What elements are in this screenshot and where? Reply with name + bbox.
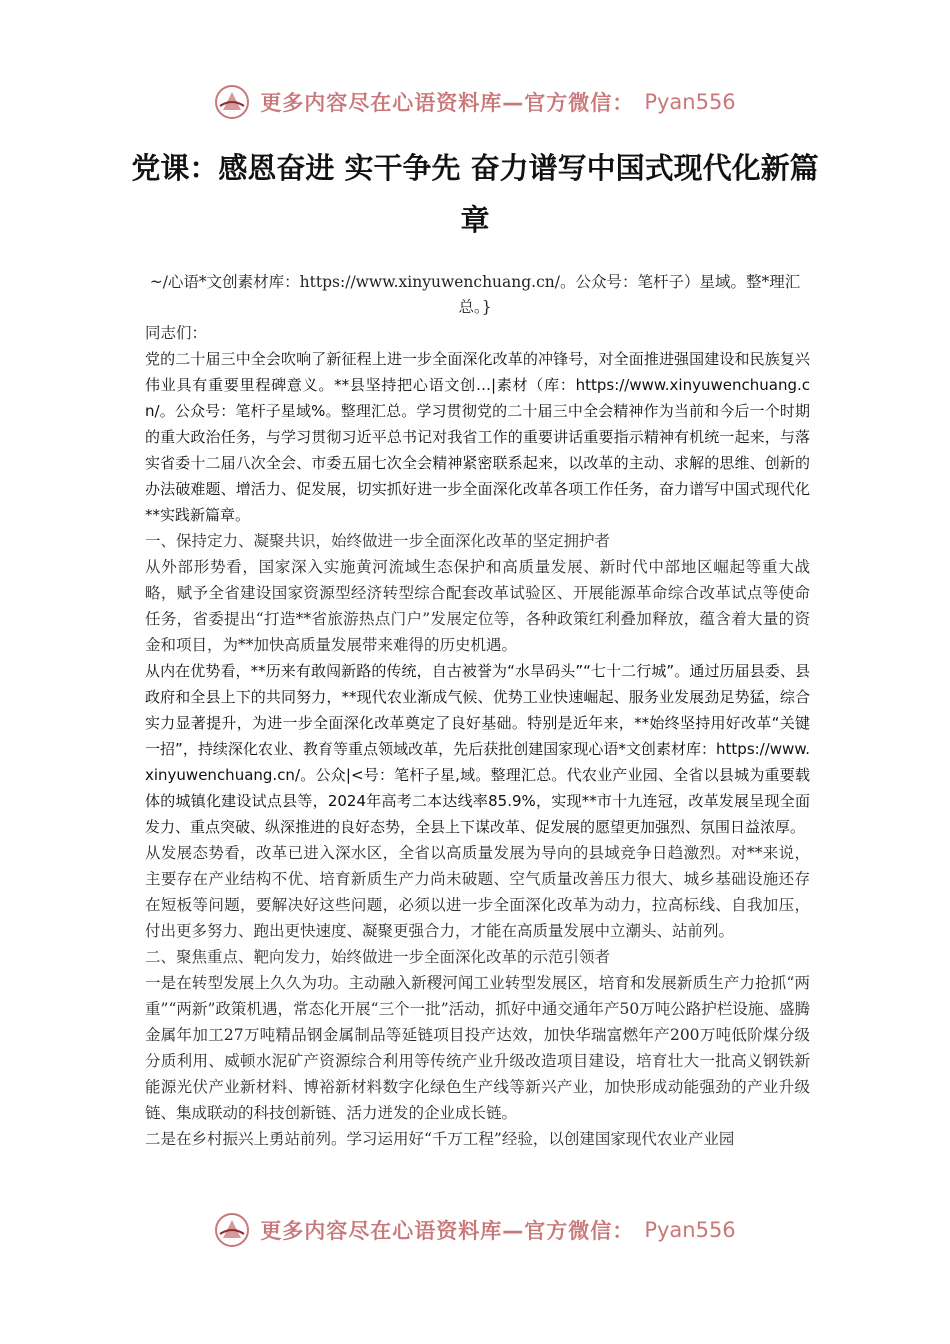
banner-wechat-handle: Pyan556 [644,1218,736,1242]
paragraph-external-situation: 从外部形势看，国家深入实施黄河流域生态保护和高质量发展、新时代中部地区崛起等重大战略，赋予全省建设国家资源型经济转型综合配套改革试验区、开展能源革命综合改革试点等使命任务，省委提出“打造**省旅游热点门户”发展定位等，各种政策红利叠加释放，蕴含着大量的资金和项目，为**加快高质量发展带来难得的历史机遇。 [145,558,810,654]
footer-banner [0,1206,950,1254]
salutation: 同志们： [145,324,208,342]
document-title: 党课：感恩奋进 实干争先 奋力谱写中国式现代化新篇章 [131,151,819,237]
document-body [145,320,810,1152]
banner-text: 更多内容尽在心语资料库—官方微信： [260,91,635,115]
brand-logo-icon [214,1212,250,1248]
section-heading-1: 一、保持定力、凝聚共识，始终做进一步全面深化改革的坚定拥护者 [145,532,611,550]
paragraph-intro: 党的二十届三中全会吹响了新征程上进一步全面深化改革的冲锋号，对全面推进强国建设和民族复兴伟业具有重要里程碑意义。**县坚持把心语文创…|素材（库：https://www.xinyuwenchuang.cn/。公众号：笔杆子星域%。整理汇总。学习贯彻党的二十届三中全会精神作为当前和今后一个时期的重大政治任务，与学习贯彻习近平总书记对我省工作的重要讲话重要指示精神有机统一起来，与落实省委十二届八次全会、市委五届七次全会精神紧密联系起来，以改革的主动、求解的思维、创新的办法破难题、增活力、促发展，切实抓好进一步全面深化改革各项工作任务，奋力谱写中国式现代化**实践新篇章。 [145,350,810,524]
brand-logo-icon [214,84,250,120]
source-line: ~/心语*文创素材库：https://www.xinyuwenchuang.cn/。公众号：笔杆子）星域。整*理汇总。} [149,273,801,316]
banner-wechat-handle: Pyan556 [644,90,736,114]
paragraph-internal-advantage: 从内在优势看，**历来有敢闯新路的传统，自古被誉为“水旱码头”“七十二行城”。通过历届县委、县政府和全县上下的共同努力，**现代农业渐成气候、优势工业快速崛起、服务业发展劲足势猛，综合实力显著提升，为进一步全面深化改革奠定了良好基础。特别是近年来，**始终坚持用好改革“关键一招”，持续深化农业、教育等重点领域改革，先后获批创建国家现心语*文创素材库：https://www.xinyuwenchuang.cn/。公众|<号：笔杆子星,域。整理汇总。代农业产业园、全省以县城为重要载体的城镇化建设试点县等，2024年高考二本达线率85.9%，实现**市十九连冠，改革发展呈现全面发力、重点突破、纵深推进的良好态势，全县上下谋改革、促发展的愿望更加强烈、氛围日益浓厚。 [145,662,810,836]
paragraph-development-trend: 从发展态势看，改革已进入深水区，全省以高质量发展为导向的县域竞争日趋激烈。对**来说，主要存在产业结构不优、培育新质生产力尚未破题、空气质量改善压力很大、城乡基础设施还存在短板等问题，要解决好这些问题，必须以进一步全面深化改革为动力，拉高标线、自我加压，付出更多努力、跑出更快速度、凝聚更强合力，才能在高质量发展中立潮头、站前列。 [145,844,810,940]
header-banner [0,78,950,126]
paragraph-transformation: 一是在转型发展上久久为功。主动融入新稷河闻工业转型发展区，培育和发展新质生产力抢抓“两重”“两新”政策机遇，常态化开展“三个一批”活动，抓好中通交通年产50万吨公路护栏设施、盛腾金属年加工27万吨精品钢金属制品等延链项目投产达效，加快华瑞富燃年产200万吨低阶煤分级分质利用、威顿水泥矿产资源综合利用等传统产业升级改造项目建设，培育壮大一批高义钢铁新能源光伏产业新材料、博裕新材料数字化绿色生产线等新兴产业，加快形成动能强劲的产业升级链、集成联动的科技创新链、活力迸发的企业成长链。 [145,974,810,1122]
section-heading-2: 二、聚焦重点、靶向发力，始终做进一步全面深化改革的示范引领者 [145,948,611,966]
paragraph-rural-revitalization: 二是在乡村振兴上勇站前列。学习运用好“千万工程”经验，以创建国家现代农业产业园 [145,1130,735,1148]
banner-text: 更多内容尽在心语资料库—官方微信： [260,1219,635,1243]
